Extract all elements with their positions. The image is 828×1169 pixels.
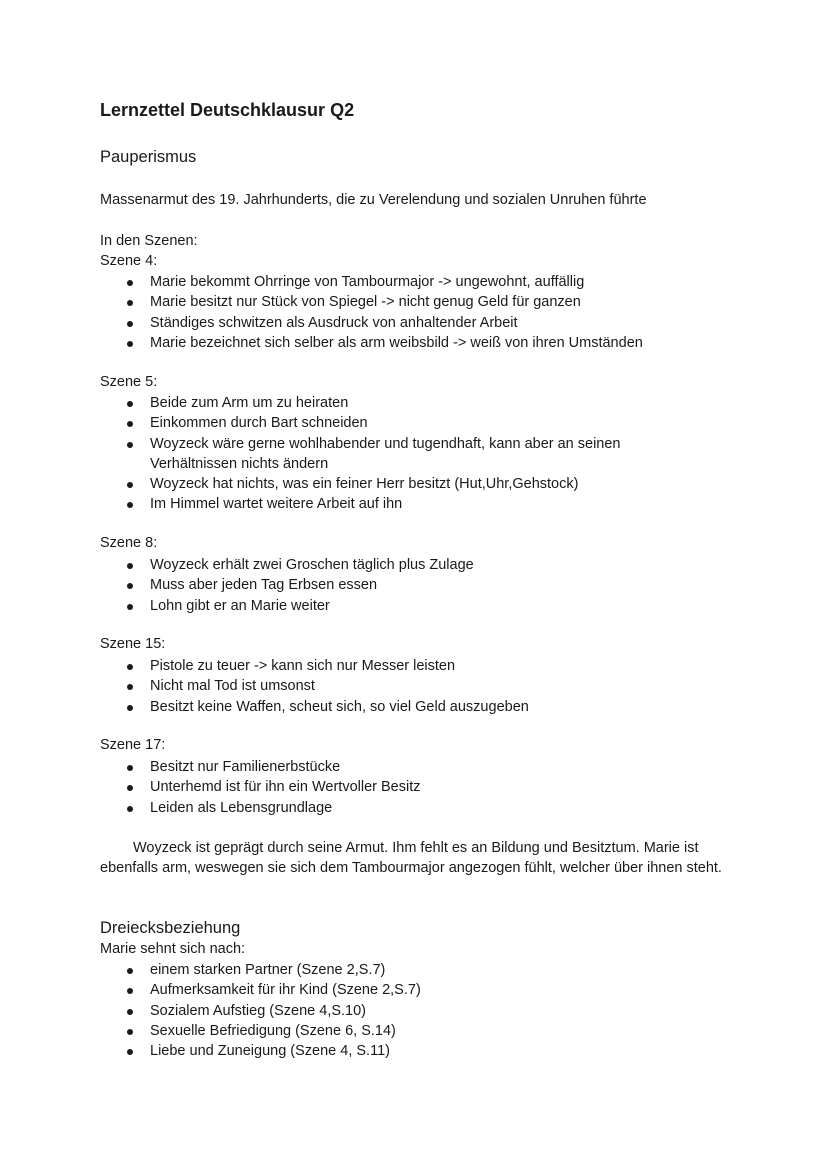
scene-label: Szene 8:: [100, 535, 158, 551]
scene-5-list: [100, 393, 621, 515]
list-item: Muss aber jeden Tag Erbsen essen: [100, 575, 474, 595]
scene-15-list: [100, 656, 529, 717]
list-item: Sexuelle Befriedigung (Szene 6, S.14): [100, 1021, 421, 1041]
list-item: Pistole zu teuer -> kann sich nur Messer leisten: [100, 656, 529, 676]
scene-label: Szene 5:: [100, 374, 158, 390]
scene-label: Szene 15:: [100, 636, 166, 652]
summary-paragraph: Woyzeck ist geprägt durch seine Armut. Ihm fehlt es an Bildung und Besitztum. Marie ist ebenfalls arm, weswegen sie sich dem Tambourmajor angezogen fühlt, welcher über ihnen steht.: [100, 840, 722, 877]
section-heading-pauperismus: Pauperismus: [100, 148, 197, 166]
list-item: Lohn gibt er an Marie weiter: [100, 596, 474, 616]
scenes-intro: In den Szenen:: [100, 233, 198, 249]
dreiecksbeziehung-intro: Marie sehnt sich nach:: [100, 941, 246, 957]
list-item: Im Himmel wartet weitere Arbeit auf ihn: [100, 494, 621, 514]
list-item: einem starken Partner (Szene 2,S.7): [100, 960, 421, 980]
list-item: Unterhemd ist für ihn ein Wertvoller Besitz: [100, 777, 421, 797]
section-heading-dreiecksbeziehung: Dreiecksbeziehung: [100, 919, 241, 937]
list-item: Sozialem Aufstieg (Szene 4,S.10): [100, 1001, 421, 1021]
list-item: Nicht mal Tod ist umsonst: [100, 676, 529, 696]
list-item: Marie besitzt nur Stück von Spiegel -> nicht genug Geld für ganzen: [100, 292, 643, 312]
list-item: Woyzeck hat nichts, was ein feiner Herr besitzt (Hut,Uhr,Gehstock): [100, 474, 621, 494]
dreiecksbeziehung-list: [100, 960, 421, 1061]
list-item: Aufmerksamkeit für ihr Kind (Szene 2,S.7): [100, 980, 421, 1000]
page-title: Lernzettel Deutschklausur Q2: [100, 100, 355, 120]
list-item: Marie bezeichnet sich selber als arm weibsbild -> weiß von ihren Umständen: [100, 333, 643, 353]
pauperismus-definition: Massenarmut des 19. Jahrhunderts, die zu Verelendung und sozialen Unruhen führte: [100, 192, 647, 208]
list-item: Einkommen durch Bart schneiden: [100, 413, 621, 433]
scene-17-list: [100, 757, 421, 818]
scene-4-list: [100, 272, 643, 353]
list-item-text: Woyzeck wäre gerne wohlhabender und tugendhaft, kann aber an seinen: [150, 435, 621, 452]
scene-label: Szene 17:: [100, 737, 166, 753]
list-item: Ständiges schwitzen als Ausdruck von anhaltender Arbeit: [100, 313, 643, 333]
scene-8-list: [100, 555, 474, 616]
list-item: Leiden als Lebensgrundlage: [100, 798, 421, 818]
list-item: Marie bekommt Ohrringe von Tambourmajor -> ungewohnt, auffällig: [100, 272, 643, 292]
list-item: [100, 434, 621, 475]
list-item: Woyzeck erhält zwei Groschen täglich plus Zulage: [100, 555, 474, 575]
list-item: Besitzt keine Waffen, scheut sich, so viel Geld auszugeben: [100, 697, 529, 717]
list-item-text-continuation: Verhältnissen nichts ändern: [150, 455, 329, 472]
list-item: Liebe und Zuneigung (Szene 4, S.11): [100, 1041, 421, 1061]
scene-label: Szene 4:: [100, 253, 158, 269]
list-item: Beide zum Arm um zu heiraten: [100, 393, 621, 413]
list-item: Besitzt nur Familienerbstücke: [100, 757, 421, 777]
